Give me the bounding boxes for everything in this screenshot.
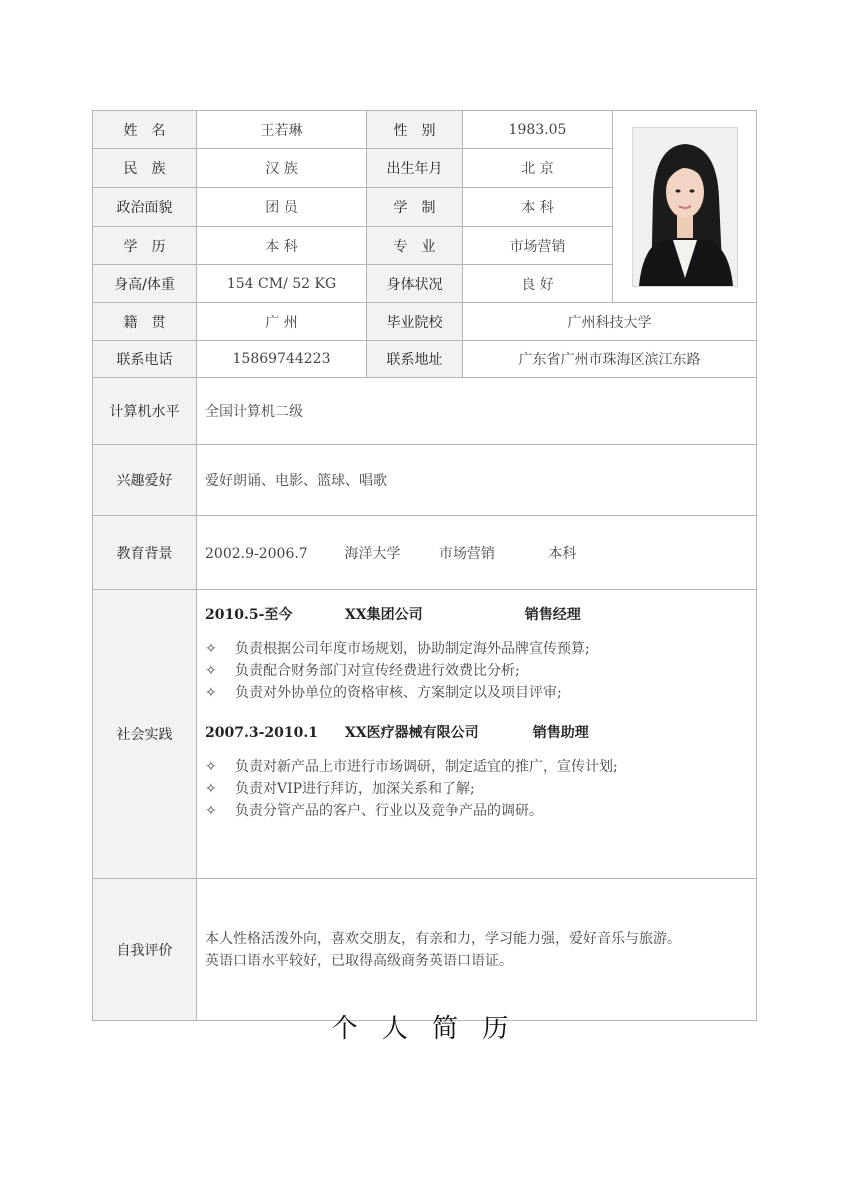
- hobbies-value: 爱好朗诵、电影、篮球、唱歌: [197, 445, 757, 516]
- row-experience: [93, 590, 757, 879]
- edu-degree: 本科: [548, 545, 577, 562]
- row-hobbies: [93, 445, 757, 516]
- job-header: [205, 722, 748, 746]
- job-duties: [205, 638, 748, 704]
- experience-label: 社会实践: [93, 590, 197, 879]
- computer-label: 计算机水平: [93, 378, 197, 445]
- sparkle-bullet-icon: ✧: [205, 685, 217, 701]
- duty-item: ✧ 负责对VIP进行拜访，加深关系和了解;: [205, 778, 748, 800]
- schooling-value: 本 科: [463, 188, 613, 227]
- page-title: 个 人 简 历: [331, 1014, 517, 1044]
- job-period: 2007.3-2010.1: [205, 725, 318, 741]
- duty-item: ✧ 负责根据公司年度市场规划，协助制定海外品牌宣传预算;: [205, 638, 748, 660]
- gender-label: 性 别: [367, 111, 463, 149]
- profile-photo: [632, 127, 738, 287]
- sparkle-bullet-icon: ✧: [205, 781, 217, 797]
- schooling-label: 学 制: [367, 188, 463, 227]
- school-label: 毕业院校: [367, 303, 463, 341]
- computer-value: 全国计算机二级: [197, 378, 757, 445]
- birth-value: 北 京: [463, 149, 613, 188]
- edu-school: 海洋大学: [344, 545, 401, 562]
- degree-label: 学 历: [93, 227, 197, 265]
- edu-major: 市场营销: [438, 545, 495, 562]
- height-value: 154 CM/ 52 KG: [197, 265, 367, 303]
- portrait-image: [633, 128, 737, 286]
- self-eval-line: 本人性格活泼外向，喜欢交朋友，有亲和力，学习能力强，爱好音乐与旅游。: [205, 930, 681, 947]
- ethnicity-value: 汉 族: [197, 149, 367, 188]
- height-label: 身高/体重: [93, 265, 197, 303]
- name-label: 姓 名: [93, 111, 197, 149]
- native-value: 广 州: [197, 303, 367, 341]
- sparkle-bullet-icon: ✧: [205, 759, 217, 775]
- sparkle-bullet-icon: ✧: [205, 803, 217, 819]
- experience-content: [197, 590, 757, 879]
- row-self-eval: [93, 879, 757, 1021]
- edu-period: 2002.9-2006.7: [205, 545, 308, 562]
- resume-table: [92, 110, 757, 1021]
- duty-item: ✧ 负责配合财务部门对宣传经费进行效费比分析;: [205, 660, 748, 682]
- duty-item: ✧ 负责分管产品的客户、行业以及竞争产品的调研。: [205, 800, 748, 822]
- row-name: [93, 111, 757, 149]
- health-label: 身体状况: [367, 265, 463, 303]
- duty-item: ✧ 负责对外协单位的资格审核、方案制定以及项目评审;: [205, 682, 748, 704]
- address-label: 联系地址: [367, 341, 463, 378]
- job-duties: [205, 756, 748, 822]
- gender-value: 1983.05: [463, 111, 613, 149]
- sparkle-bullet-icon: ✧: [205, 641, 217, 657]
- phone-label: 联系电话: [93, 341, 197, 378]
- job-company: XX医疗器械有限公司: [344, 725, 479, 741]
- row-education: [93, 516, 757, 590]
- school-value: 广州科技大学: [463, 303, 757, 341]
- major-label: 专 业: [367, 227, 463, 265]
- row-native: [93, 303, 757, 341]
- photo-cell: [613, 111, 757, 303]
- job-company: XX集团公司: [344, 607, 423, 623]
- degree-value: 本 科: [197, 227, 367, 265]
- native-label: 籍 贯: [93, 303, 197, 341]
- row-phone: [93, 341, 757, 378]
- self-eval-value: [197, 879, 757, 1021]
- duty-item: ✧ 负责对新产品上市进行市场调研，制定适宜的推广，宣传计划;: [205, 756, 748, 778]
- political-value: 团 员: [197, 188, 367, 227]
- phone-value: 15869744223: [197, 341, 367, 378]
- sparkle-bullet-icon: ✧: [205, 663, 217, 679]
- hobbies-label: 兴趣爱好: [93, 445, 197, 516]
- job-position: 销售助理: [532, 725, 589, 741]
- address-value: 广东省广州市珠海区滨江东路: [463, 341, 757, 378]
- self-eval-line: 英语口语水平较好，已取得高级商务英语口语证。: [205, 952, 513, 969]
- name-value: 王若琳: [197, 111, 367, 149]
- job-position: 销售经理: [524, 607, 581, 623]
- job-period: 2010.5-至今: [205, 607, 293, 623]
- job-header: [205, 604, 748, 628]
- political-label: 政治面貌: [93, 188, 197, 227]
- education-label: 教育背景: [93, 516, 197, 590]
- birth-label: 出生年月: [367, 149, 463, 188]
- education-value: [197, 516, 757, 590]
- health-value: 良 好: [463, 265, 613, 303]
- self-eval-label: 自我评价: [93, 879, 197, 1021]
- row-computer: [93, 378, 757, 445]
- ethnicity-label: 民 族: [93, 149, 197, 188]
- major-value: 市场营销: [463, 227, 613, 265]
